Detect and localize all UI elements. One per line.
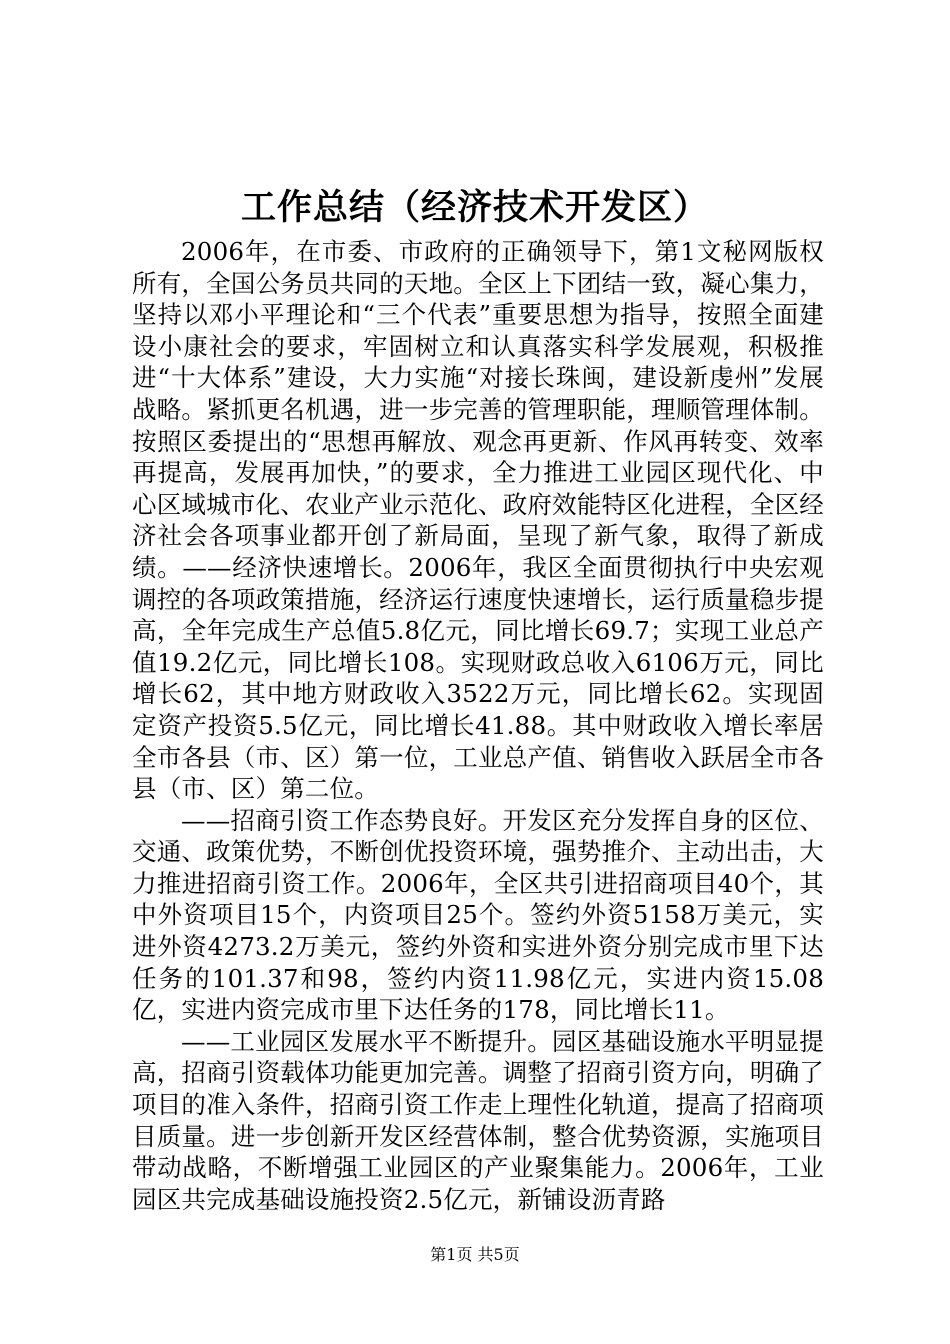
- paragraph-investment: ——招商引资工作态势良好。开发区充分发挥自身的区位、交通、政策优势，不断创优投资环境，强势推介、主动出击，大力推进招商引资工作。2006年，全区共引进招商项目40个，其中外资项目15个，内资项目25个。签约外资5158万美元，实进外资4273.2万美元，签约外资和实进外资分别完成市里下达任务的101.37和98，签约内资11.98亿元，实进内资15.08亿，实进内资完成市里下达任务的178，同比增长11。: [132, 805, 824, 1025]
- page-number-footer: 第1页 共5页: [430, 1245, 520, 1264]
- document-title: 工作总结（经济技术开发区）: [240, 188, 709, 228]
- paragraph-industrial-park: ——工业园区发展水平不断提升。园区基础设施水平明显提高，招商引资载体功能更加完善。调整了招商引资方向，明确了项目的准入条件，招商引资工作走上理性化轨道，提高了招商项目质量。进一步创新开发区经营体制，整合优势资源，实施项目带动战略，不断增强工业园区的产业聚集能力。2006年，工业园区共完成基础设施投资2.5亿元，新铺设沥青路: [132, 1026, 824, 1214]
- document-body: [132, 236, 824, 1215]
- paragraph-intro: 2006年，在市委、市政府的正确领导下，第1文秘网版权所有，全国公务员共同的天地。全区上下团结一致，凝心集力，坚持以邓小平理论和“三个代表”重要思想为指导，按照全面建设小康社会的要求，牢固树立和认真落实科学发展观，积极推进“十大体系”建设，大力实施“对接长珠闽，建设新虔州”发展战略。紧抓更名机遇，进一步完善的管理职能，理顺管理体制。按照区委提出的“思想再解放、观念再更新、作风再转变、效率再提高，发展再加快，”的要求，全力推进工业园区现代化、中心区域城市化、农业产业示范化、政府效能特区化进程，全区经济社会各项事业都开创了新局面，呈现了新气象，取得了新成绩。——经济快速增长。2006年，我区全面贯彻执行中央宏观调控的各项政策措施，经济运行速度快速增长，运行质量稳步提高，全年完成生产总值5.8亿元，同比增长69.7；实现工业总产值19.2亿元，同比增长108。实现财政总收入6106万元，同比增长62，其中地方财政收入3522万元，同比增长62。实现固定资产投资5.5亿元，同比增长41.88。其中财政收入增长率居全市各县（市、区）第一位，工业总产值、销售收入跃居全市各县（市、区）第二位。: [132, 237, 824, 804]
